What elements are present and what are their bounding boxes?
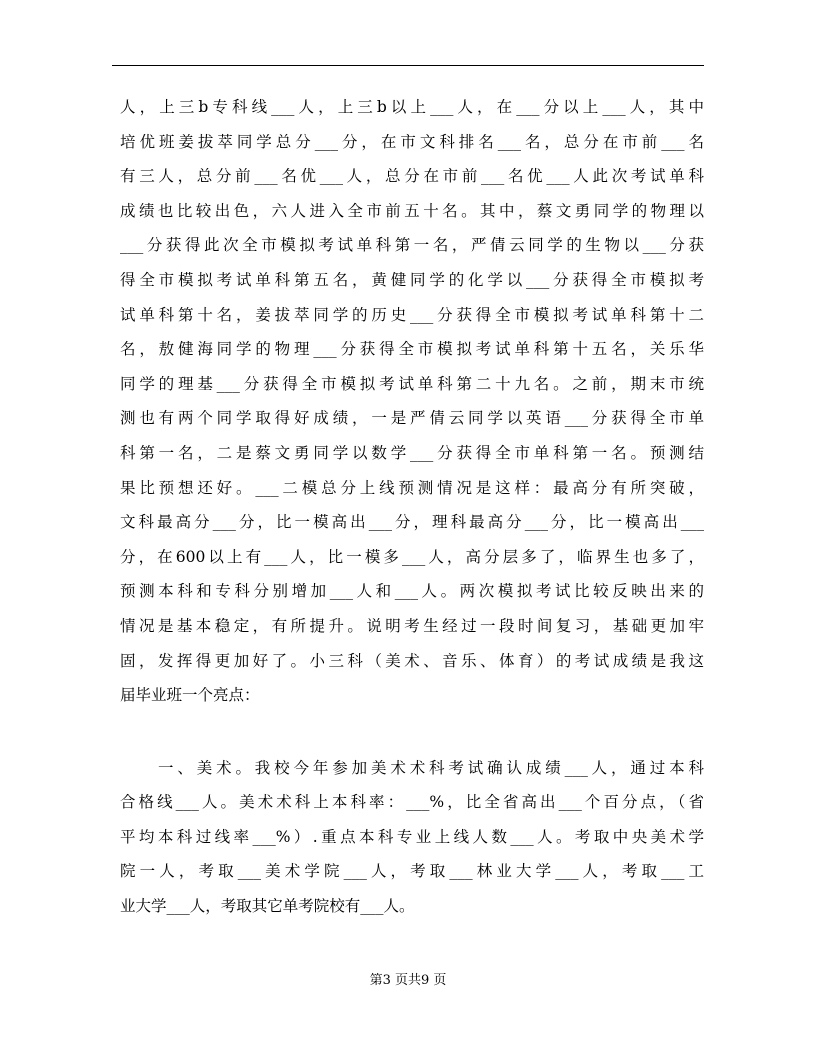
text-line: 院一人，考取___美术学院___人，考取___林业大学___人，考取___工 xyxy=(120,862,704,881)
page-indicator: 第3 页共9 页 xyxy=(369,973,447,988)
text-line: ___分获得此次全市模拟考试单科第一名，严倩云同学的生物以___分获 xyxy=(120,236,704,255)
text-line: 一、美术。我校今年参加美术术科考试确认成绩___人，通过本科 xyxy=(158,758,704,777)
document-body xyxy=(120,90,704,924)
paragraph-spacer xyxy=(120,713,704,751)
text-line: 人，上三b专科线___人，上三b以上___人，在___分以上___人，其中 xyxy=(120,98,704,116)
header-rule xyxy=(112,65,704,66)
text-line: 名，敖健海同学的物理___分获得全市模拟考试单科第十五名，关乐华 xyxy=(120,340,704,359)
text-line: 成绩也比较出色，六人进入全市前五十名。其中，蔡文勇同学的物理以 xyxy=(120,201,704,220)
text-line: 合格线___人。美术术科上本科率：___%，比全省高出___个百分点，（省 xyxy=(120,793,704,812)
text-line: 业大学___人，考取其它单考院校有___人。 xyxy=(120,897,415,916)
text-line: 固，发挥得更加好了。小三科（美术、音乐、体育）的考试成绩是我这 xyxy=(120,651,704,670)
text-line: 果比预想还好。___二模总分上线预测情况是这样：最高分有所突破， xyxy=(120,478,704,497)
text-line: 同学的理基___分获得全市模拟考试单科第二十九名。之前，期末市统 xyxy=(120,374,704,393)
page-footer xyxy=(0,972,816,990)
text-line: 届毕业班一个亮点： xyxy=(120,686,260,705)
text-line: 平均本科过线率___%）.重点本科专业上线人数___人。考取中央美术学 xyxy=(120,827,704,846)
text-line: 培优班姜拔萃同学总分___分，在市文科排名___名，总分在市前___名 xyxy=(120,132,704,151)
text-line: 试单科第十名，姜拔萃同学的历史___分获得全市模拟考试单科第十二 xyxy=(120,305,704,324)
text-line: 情况是基本稳定，有所提升。说明考生经过一段时间复习，基础更加牢 xyxy=(120,616,704,635)
text-line: 预测本科和专科分别增加___人和___人。两次模拟考试比较反映出来的 xyxy=(120,582,704,601)
paragraph-art-results xyxy=(120,751,704,924)
text-line: 文科最高分___分，比一模高出___分，理科最高分___分，比一模高出___ xyxy=(120,513,704,532)
text-line: 有三人，总分前___名优___人，总分在市前___名优___人此次考试单科 xyxy=(120,167,704,186)
text-line: 分，在600以上有___人，比一模多___人，高分层多了，临界生也多了， xyxy=(120,547,704,566)
text-line: 测也有两个同学取得好成绩，一是严倩云同学以英语___分获得全市单 xyxy=(120,409,704,428)
text-line: 得全市模拟考试单科第五名，黄健同学的化学以___分获得全市模拟考 xyxy=(120,270,704,289)
text-line: 科第一名，二是蔡文勇同学以数学___分获得全市单科第一名。预测结 xyxy=(120,443,704,462)
paragraph-exam-results xyxy=(120,90,704,713)
